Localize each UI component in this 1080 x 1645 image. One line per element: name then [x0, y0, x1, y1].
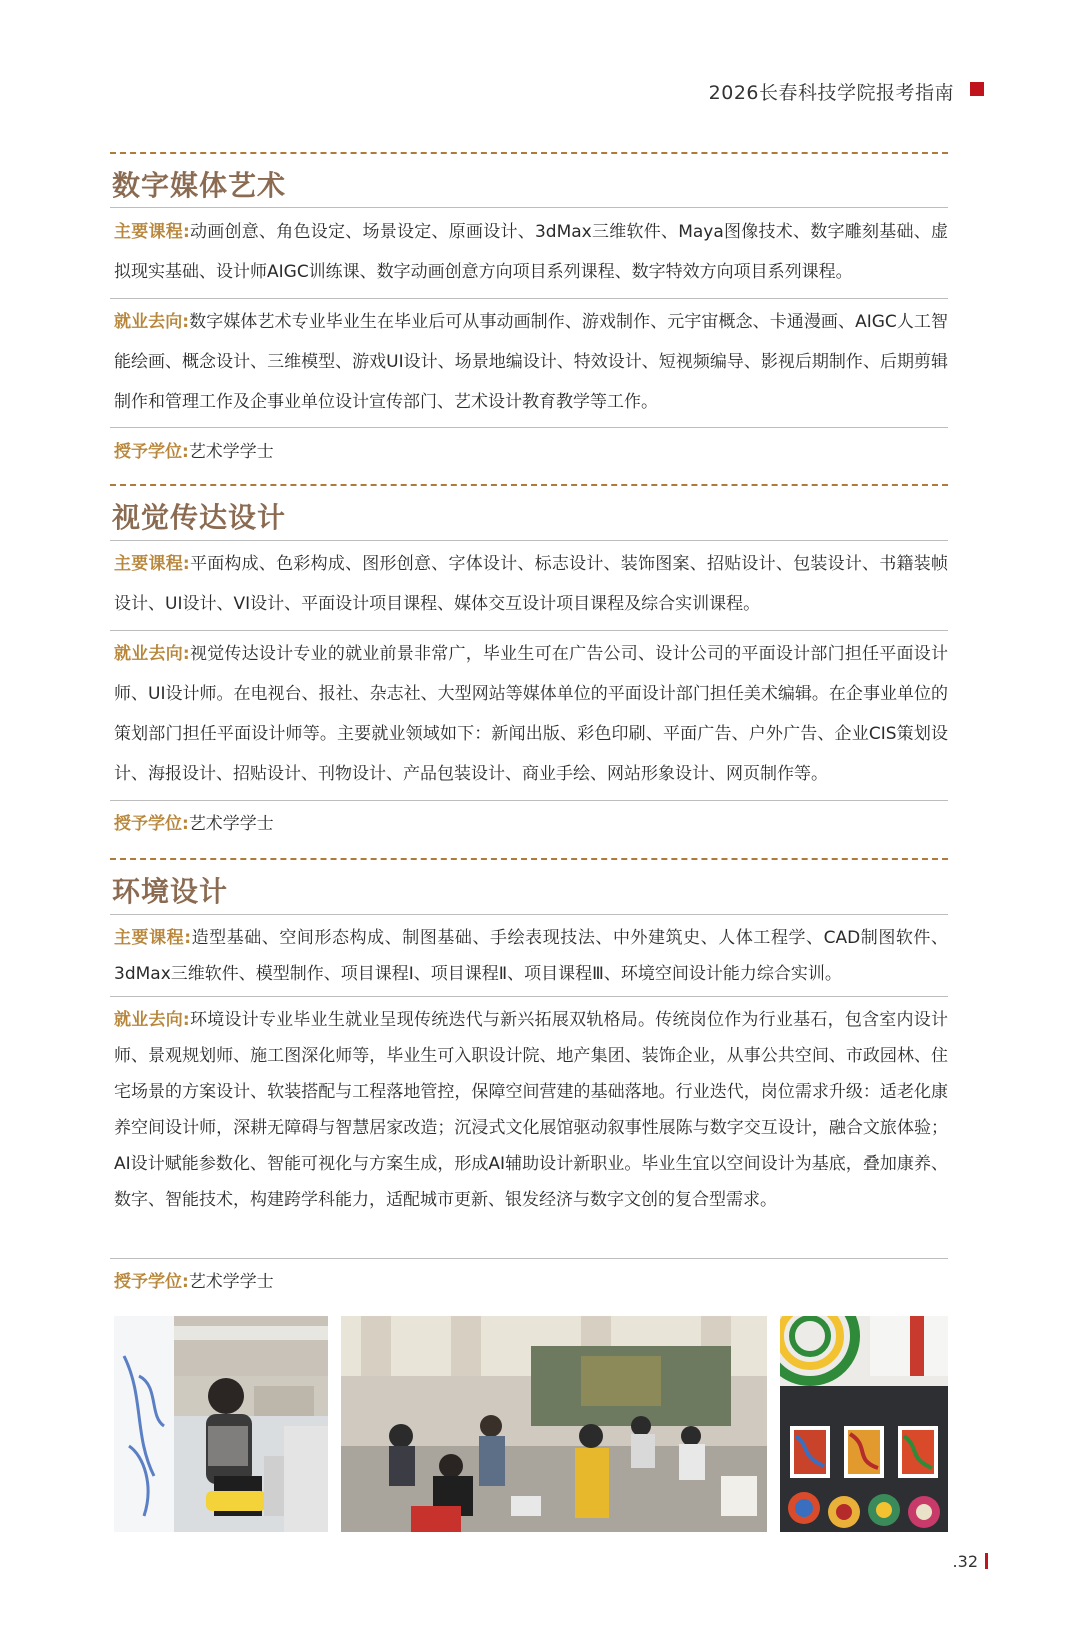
photo-art-class-image	[341, 1316, 767, 1532]
careers-paragraph	[114, 634, 948, 794]
section-title-digital-media: 数字媒体艺术	[112, 169, 287, 202]
page-number: .32	[952, 1552, 978, 1571]
degree-label: 授予学位:	[114, 1272, 189, 1292]
careers-label: 就业去向:	[114, 312, 190, 332]
photo-student-painting-image	[114, 1316, 328, 1532]
courses-paragraph	[114, 920, 948, 992]
section-divider	[110, 152, 948, 154]
courses-text: 平面构成、色彩构成、图形创意、字体设计、标志设计、装饰图案、招贴设计、包装设计、书籍装帧设计、UI设计、VI设计、平面设计项目课程、媒体交互设计项目课程及综合实训课程。	[114, 554, 948, 614]
careers-label: 就业去向:	[114, 1010, 190, 1030]
courses-label: 主要课程:	[114, 554, 190, 574]
careers-text: 环境设计专业毕业生就业呈现传统迭代与新兴拓展双轨格局。传统岗位作为行业基石，包含室内设计师、景观规划师、施工图深化师等，毕业生可入职设计院、地产集团、装饰企业，从事公共空间、市政园林、住宅场景的方案设计、软装搭配与工程落地管控，保障空间营建的基础落地。行业迭代，岗位需求升级：适老化康养空间设计师，深耕无障碍与智慧居家改造；沉浸式文化展馆驱动叙事性展陈与数字交互设计，融合文旅体验；AI设计赋能参数化、智能可视化与方案生成，形成AI辅助设计新职业。毕业生宜以空间设计为基底，叠加康养、数字、智能技术，构建跨学科能力，适配城市更新、银发经济与数字文创的复合型需求。	[114, 1010, 948, 1210]
degree-text: 艺术学学士	[188, 814, 274, 834]
degree-paragraph	[114, 1262, 948, 1302]
rule	[110, 630, 948, 631]
careers-paragraph	[114, 302, 948, 422]
page-number-accent-bar	[985, 1553, 988, 1569]
photo-art-exhibition	[780, 1316, 948, 1532]
degree-paragraph	[114, 432, 948, 472]
careers-text: 数字媒体艺术专业毕业生在毕业后可从事动画制作、游戏制作、元宇宙概念、卡通漫画、AIGC人工智能绘画、概念设计、三维模型、游戏UI设计、场景地编设计、特效设计、短视频编导、影视后期制作、后期剪辑制作和管理工作及企事业单位设计宣传部门、艺术设计教育教学等工作。	[114, 312, 948, 412]
section-divider	[110, 858, 948, 860]
degree-text: 艺术学学士	[188, 442, 274, 462]
rule	[110, 996, 948, 997]
photo-art-exhibition-image	[780, 1316, 948, 1532]
courses-text: 造型基础、空间形态构成、制图基础、手绘表现技法、中外建筑史、人体工程学、CAD制图软件、3dMax三维软件、模型制作、项目课程Ⅰ、项目课程Ⅱ、项目课程Ⅲ、环境空间设计能力综合实训。	[114, 928, 948, 984]
courses-text: 动画创意、角色设定、场景设定、原画设计、3dMax三维软件、Maya图像技术、数字雕刻基础、虚拟现实基础、设计师AIGC训练课、数字动画创意方向项目系列课程、数字特效方向项目系列课程。	[114, 222, 948, 282]
section-divider	[110, 484, 948, 486]
rule	[110, 207, 948, 208]
degree-label: 授予学位:	[114, 814, 189, 834]
rule	[110, 427, 948, 428]
rule	[110, 800, 948, 801]
photo-art-class	[341, 1316, 767, 1532]
courses-paragraph	[114, 212, 948, 292]
header-accent-square	[970, 82, 984, 96]
degree-paragraph	[114, 804, 948, 844]
guide-title: 2026长春科技学院报考指南	[708, 82, 954, 104]
courses-label: 主要课程:	[114, 222, 190, 242]
courses-paragraph	[114, 544, 948, 624]
rule	[110, 914, 948, 915]
rule	[110, 540, 948, 541]
section-title-visual-communication: 视觉传达设计	[112, 501, 287, 534]
degree-label: 授予学位:	[114, 442, 189, 462]
careers-text: 视觉传达设计专业的就业前景非常广，毕业生可在广告公司、设计公司的平面设计部门担任平面设计师、UI设计师。在电视台、报社、杂志社、大型网站等媒体单位的平面设计部门担任美术编辑。在企事业单位的策划部门担任平面设计师等。主要就业领域如下：新闻出版、彩色印刷、平面广告、户外广告、企业CIS策划设计、海报设计、招贴设计、刊物设计、产品包装设计、商业手绘、网站形象设计、网页制作等。	[114, 644, 948, 784]
courses-label: 主要课程:	[114, 928, 192, 948]
degree-text: 艺术学学士	[188, 1272, 274, 1292]
careers-paragraph	[114, 1002, 948, 1218]
rule	[110, 298, 948, 299]
careers-label: 就业去向:	[114, 644, 190, 664]
photo-student-painting	[114, 1316, 328, 1532]
rule	[110, 1258, 948, 1259]
section-title-environmental-design: 环境设计	[112, 875, 229, 908]
